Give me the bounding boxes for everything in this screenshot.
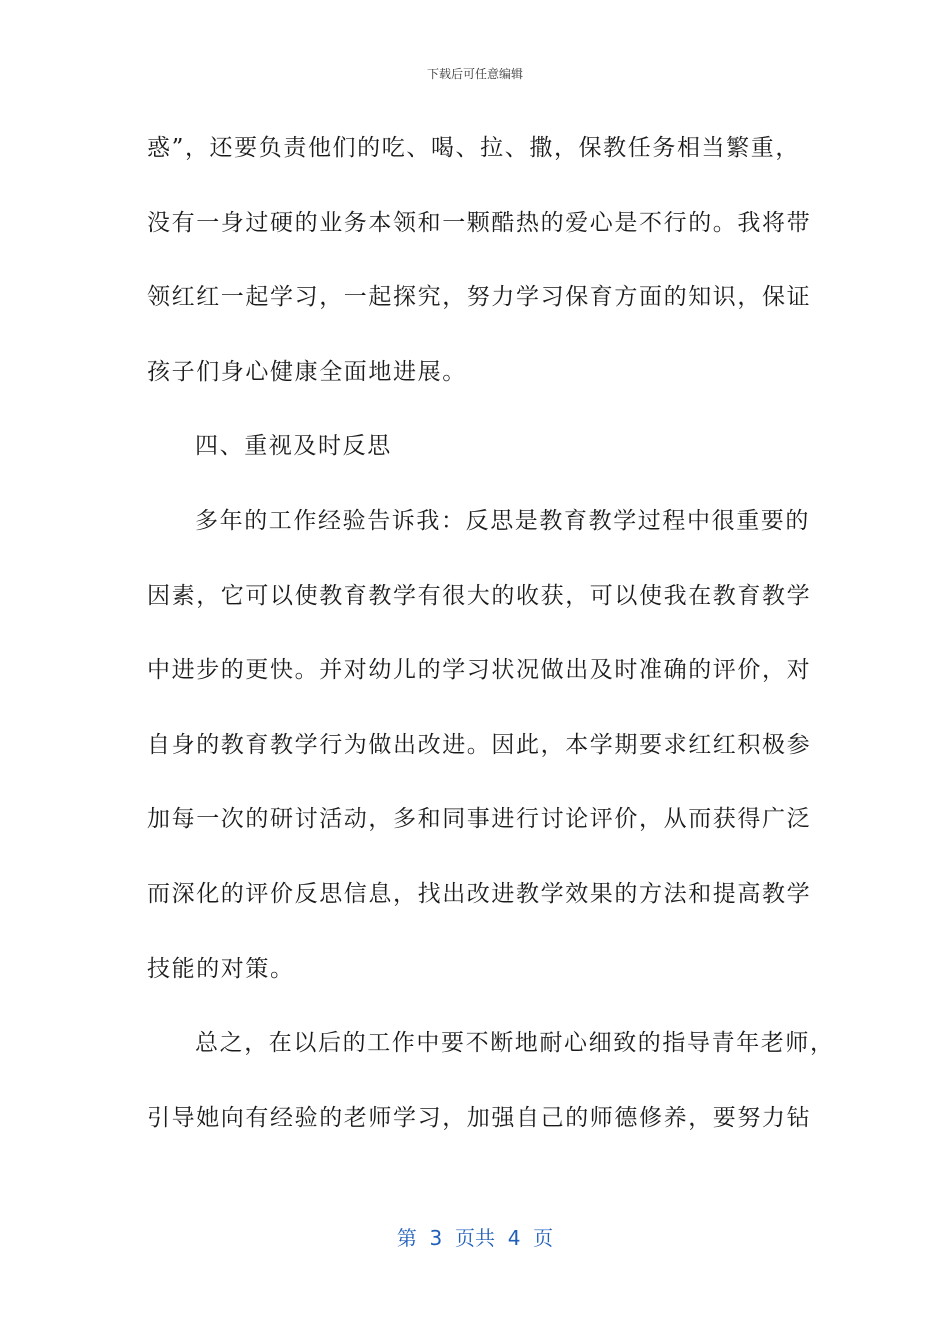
text-line: 领红红一起学习，一起探究，努力学习保育方面的知识，保证 <box>147 284 812 311</box>
text-line: 孩子们身心健康全面地进展。 <box>147 358 467 385</box>
text-line: 总之，在以后的工作中要不断地耐心细致的指导青年老师， <box>195 1030 835 1057</box>
text-line: 加每一次的研讨活动，多和同事进行讨论评价，从而获得广泛 <box>147 806 812 833</box>
text-line: 中进步的更快。并对幼儿的学习状况做出及时准确的评价，对 <box>147 657 812 684</box>
text-line: 因素，它可以使教育教学有很大的收获，可以使我在教育教学 <box>147 582 812 609</box>
text-line: 多年的工作经验告诉我：反思是教育教学过程中很重要的 <box>195 507 810 534</box>
header-note: 下载后可任意编辑 <box>426 67 523 81</box>
text-line: 自身的教育教学行为做出改进。因此，本学期要求红红积极参 <box>147 731 812 758</box>
section-heading: 四、重视及时反思 <box>195 433 392 460</box>
text-line: 引导她向有经验的老师学习，加强自己的师德修养，要努力钻 <box>147 1104 812 1131</box>
document-body <box>147 128 835 1172</box>
page-number-footer: 第 3 页共 4 页 <box>396 1226 554 1250</box>
text-line: 没有一身过硬的业务本领和一颗酷热的爱心是不行的。我将带 <box>147 209 812 236</box>
text-line: 技能的对策。 <box>147 955 295 982</box>
text-line: 惑”，还要负责他们的吃、喝、拉、撒，保教任务相当繁重， <box>147 135 800 161</box>
text-line: 而深化的评价反思信息，找出改进教学效果的方法和提高教学 <box>147 880 812 907</box>
